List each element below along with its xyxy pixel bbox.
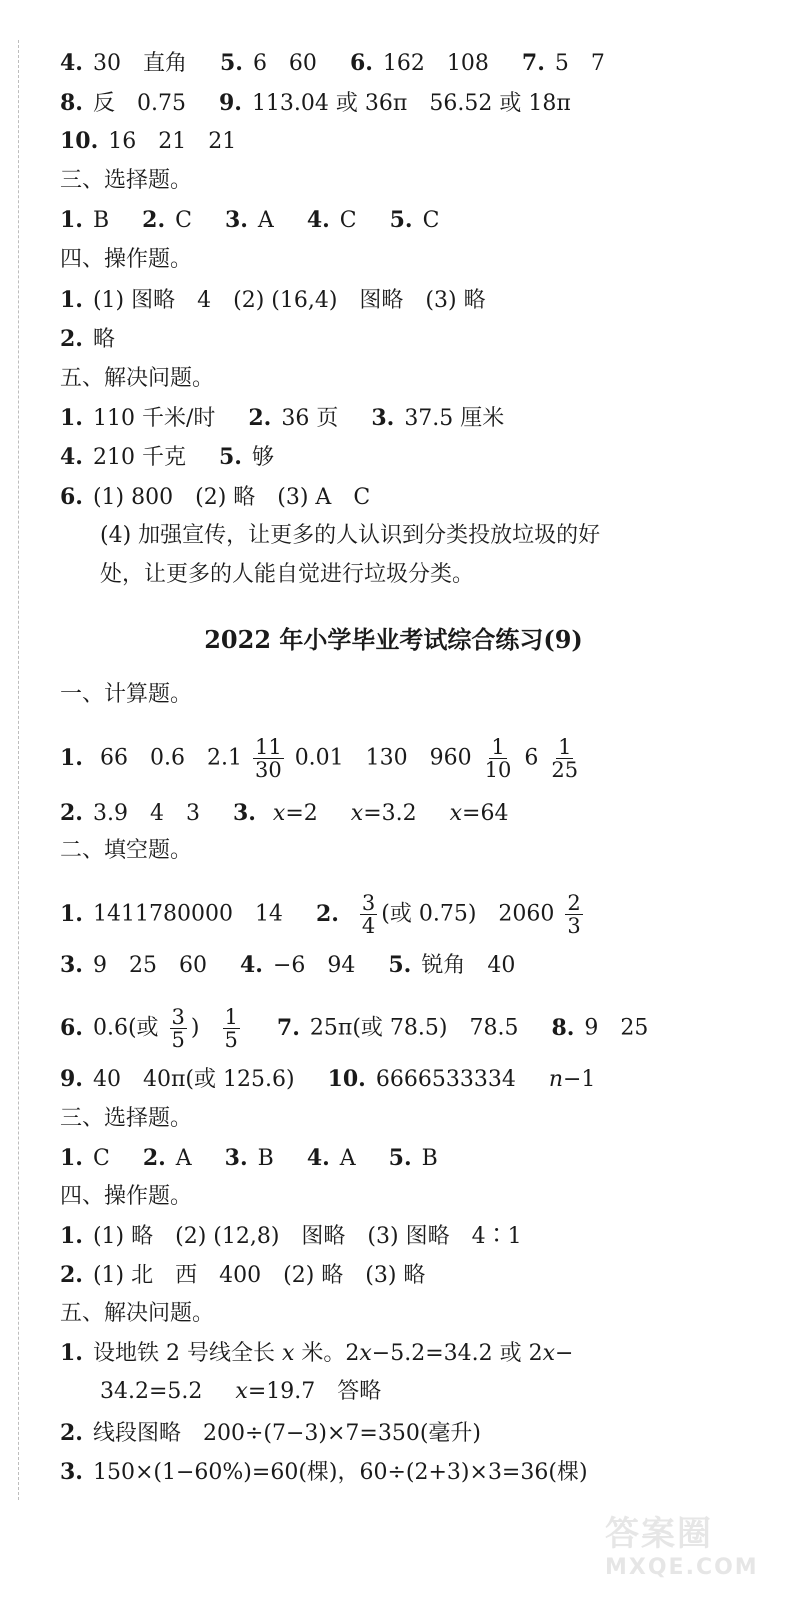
answer-text: 6 <box>524 745 539 771</box>
answer-text: 6666533334 <box>375 1067 516 1092</box>
answer-text: 处，让更多的人能自觉进行垃圾分类。 <box>100 562 475 587</box>
variable: x <box>449 801 463 826</box>
section-heading: 一、计算题。 <box>60 682 193 707</box>
answer-row <box>60 48 767 79</box>
q-number: 6. <box>60 1014 83 1041</box>
answer-text: 110 千米/时 <box>92 406 216 431</box>
q-number: 7. <box>276 1014 300 1041</box>
section-heading: 二、填空题。 <box>60 838 193 863</box>
denominator: 5 <box>171 1028 185 1052</box>
q-number: 3. <box>232 800 256 826</box>
fraction <box>483 736 514 781</box>
answer-text: 16 21 21 <box>108 129 237 154</box>
answer-text: 1411780000 14 <box>92 901 283 927</box>
q-number: 2. <box>60 1262 83 1288</box>
answer-text: 9 25 60 <box>92 953 207 978</box>
answer-row <box>60 798 767 829</box>
answer-text: 3.9 4 3 <box>92 801 200 826</box>
q-number: 5. <box>389 207 413 233</box>
section-heading: 五、解决问题。 <box>60 366 215 391</box>
answer-text: 210 千克 <box>92 445 186 470</box>
q-number: 2. <box>60 800 83 826</box>
q-number: 2. <box>315 900 339 927</box>
answer-text: − <box>555 1341 574 1366</box>
q-number: 2. <box>142 1145 166 1171</box>
watermark-url: MXQE.COM <box>605 1555 759 1580</box>
answer-text: C <box>92 1146 110 1171</box>
answer-text: A <box>175 1146 192 1171</box>
q-number: 1. <box>60 744 83 771</box>
q-number: 3. <box>60 1459 83 1485</box>
answer-text: 锐角 40 <box>421 953 516 978</box>
q-number: 2. <box>60 326 83 352</box>
numerator: 1 <box>491 735 505 759</box>
numerator: 1 <box>224 1005 238 1029</box>
answer-text: 略 <box>92 327 115 352</box>
fraction <box>565 892 582 937</box>
answer-row <box>60 950 767 981</box>
q-number: 3. <box>224 207 248 233</box>
numerator: 3 <box>171 1005 185 1029</box>
numerator: 2 <box>567 891 581 915</box>
q-number: 1. <box>60 287 83 313</box>
answer-text: A <box>339 1146 356 1171</box>
answer-row <box>60 1143 767 1174</box>
answer-row <box>60 1064 767 1095</box>
answer-row <box>60 892 767 937</box>
q-number: 5. <box>218 444 242 470</box>
watermark-logo <box>605 1506 775 1586</box>
answer-text: 米。2 <box>301 1341 360 1366</box>
answer-row <box>60 482 767 513</box>
answer-row <box>60 324 767 355</box>
fraction <box>223 1006 240 1051</box>
answer-text: =3.2 <box>363 801 417 826</box>
q-number: 1. <box>60 900 83 927</box>
variable: x <box>272 801 286 826</box>
answer-text: 150×(1−60%)=60(棵)，60÷(2+3)×3=36(棵) <box>92 1460 588 1485</box>
answer-text: C <box>175 208 192 233</box>
q-number: 1. <box>60 1223 83 1249</box>
q-number: 10. <box>60 128 99 154</box>
answer-row <box>60 88 767 119</box>
section-heading: 三、选择题。 <box>60 168 193 193</box>
answer-row <box>60 1006 767 1051</box>
q-number: 1. <box>60 1340 83 1366</box>
q-number: 1. <box>60 1145 83 1171</box>
answer-text: 113.04 或 36π 56.52 或 18π <box>251 91 571 116</box>
variable: n <box>548 1067 563 1092</box>
watermark-text: 答案圈 <box>605 1514 713 1554</box>
answer-text: 6 60 <box>252 51 317 76</box>
answer-text: =19.7 答略 <box>247 1379 382 1404</box>
answer-text: =64 <box>462 801 509 826</box>
q-number: 9. <box>218 90 242 116</box>
answer-text: 0.01 130 960 <box>294 745 472 771</box>
q-number: 4. <box>306 207 330 233</box>
q-number: 5. <box>388 1145 412 1171</box>
q-number: 5. <box>219 50 243 76</box>
numerator: 11 <box>254 735 282 759</box>
answer-text: 5 7 <box>554 51 605 76</box>
answer-row <box>60 442 767 473</box>
variable: x <box>542 1341 556 1366</box>
denominator: 5 <box>224 1028 238 1052</box>
q-number: 3. <box>60 952 83 978</box>
q-number: 2. <box>142 207 166 233</box>
numerator: 3 <box>361 891 376 915</box>
answer-row <box>60 403 767 434</box>
answer-text: 反 0.75 <box>92 91 186 116</box>
denominator: 3 <box>567 914 581 938</box>
answer-text: 0.6(或 <box>92 1015 159 1041</box>
answer-row <box>60 126 767 157</box>
answer-text: 34.2=5.2 <box>100 1379 203 1404</box>
answer-text: 162 108 <box>382 51 489 76</box>
answer-row <box>60 736 767 781</box>
answer-text: 9 25 <box>584 1015 649 1041</box>
answer-text: 37.5 厘米 <box>404 406 505 431</box>
answer-text: 25π(或 78.5) 78.5 <box>309 1015 519 1041</box>
answer-text: −1 <box>563 1067 596 1092</box>
answer-row <box>60 1221 767 1252</box>
q-number: 2. <box>248 405 272 431</box>
answer-text: (或 0.75) 2060 <box>381 901 555 927</box>
numerator: 1 <box>558 735 572 759</box>
answer-text: B <box>92 208 110 233</box>
answer-row <box>100 1377 767 1407</box>
fraction <box>253 736 284 781</box>
answer-text: (1) 图略 4 (2) (16,4) 图略 (3) 略 <box>92 288 486 313</box>
q-number: 7. <box>521 50 545 76</box>
answer-text: (4) 加强宣传，让更多的人认识到分类投放垃圾的好 <box>100 523 601 548</box>
answer-text: B <box>257 1146 274 1171</box>
q-number: 2. <box>60 1420 83 1446</box>
fraction <box>170 1006 187 1051</box>
answer-text: −6 94 <box>272 953 356 978</box>
denominator: 4 <box>361 914 376 938</box>
section-heading: 四、操作题。 <box>60 247 193 272</box>
q-number: 3. <box>224 1145 248 1171</box>
denominator: 25 <box>551 758 579 782</box>
page-edge-line <box>18 40 19 1500</box>
answer-row <box>60 1457 767 1488</box>
section-heading: 四、操作题。 <box>60 1184 193 1209</box>
q-number: 10. <box>327 1066 366 1092</box>
q-number: 4. <box>60 444 83 470</box>
q-number: 1. <box>60 405 83 431</box>
q-number: 8. <box>60 90 83 116</box>
answer-text: 40 40π(或 125.6) <box>92 1067 295 1092</box>
answer-text: 66 0.6 2.1 <box>99 745 242 771</box>
answer-text: (1) 北 西 400 (2) 略 (3) 略 <box>92 1263 426 1288</box>
q-number: 9. <box>60 1066 83 1092</box>
variable: x <box>359 1341 372 1366</box>
q-number: 6. <box>60 484 83 510</box>
variable: x <box>235 1379 248 1404</box>
answer-row <box>60 1260 767 1291</box>
answer-text: C <box>422 208 440 233</box>
exercise-title: 2022 年小学毕业考试综合练习(9) <box>204 625 583 654</box>
q-number: 4. <box>60 50 83 76</box>
q-number: 6. <box>349 50 373 76</box>
answer-row <box>60 205 767 236</box>
answer-text: 够 <box>251 445 274 470</box>
answer-text: 线段图略 200÷(7−3)×7=350(毫升) <box>92 1421 482 1446</box>
q-number: 8. <box>551 1014 575 1041</box>
variable: x <box>350 801 364 826</box>
section-heading: 三、选择题。 <box>60 1106 193 1131</box>
variable: x <box>281 1341 295 1366</box>
answer-row <box>60 285 767 316</box>
answer-row <box>60 1418 767 1449</box>
answer-text: 36 页 <box>281 406 339 431</box>
q-number: 4. <box>306 1145 330 1171</box>
section-heading: 五、解决问题。 <box>60 1301 215 1326</box>
answer-row <box>60 1338 767 1369</box>
fraction <box>360 892 377 937</box>
answer-text: ) <box>190 1015 200 1041</box>
answer-text: −5.2=34.2 或 2 <box>371 1341 543 1366</box>
q-number: 4. <box>239 952 263 978</box>
answer-text: 设地铁 2 号线全长 <box>92 1341 275 1366</box>
answer-text: (1) 略 (2) (12,8) 图略 (3) 图略 4∶1 <box>92 1224 522 1249</box>
answer-text: 30 直角 <box>92 51 187 76</box>
q-number: 5. <box>388 952 412 978</box>
answer-text: =2 <box>285 801 318 826</box>
q-number: 3. <box>371 405 395 431</box>
fraction <box>549 736 580 781</box>
denominator: 30 <box>254 758 282 782</box>
answer-text: A <box>257 208 274 233</box>
answer-text: C <box>339 208 357 233</box>
denominator: 10 <box>484 758 512 782</box>
answer-text: (1) 800 (2) 略 (3) A C <box>92 485 371 510</box>
answer-text: B <box>421 1146 438 1171</box>
q-number: 1. <box>60 207 83 233</box>
